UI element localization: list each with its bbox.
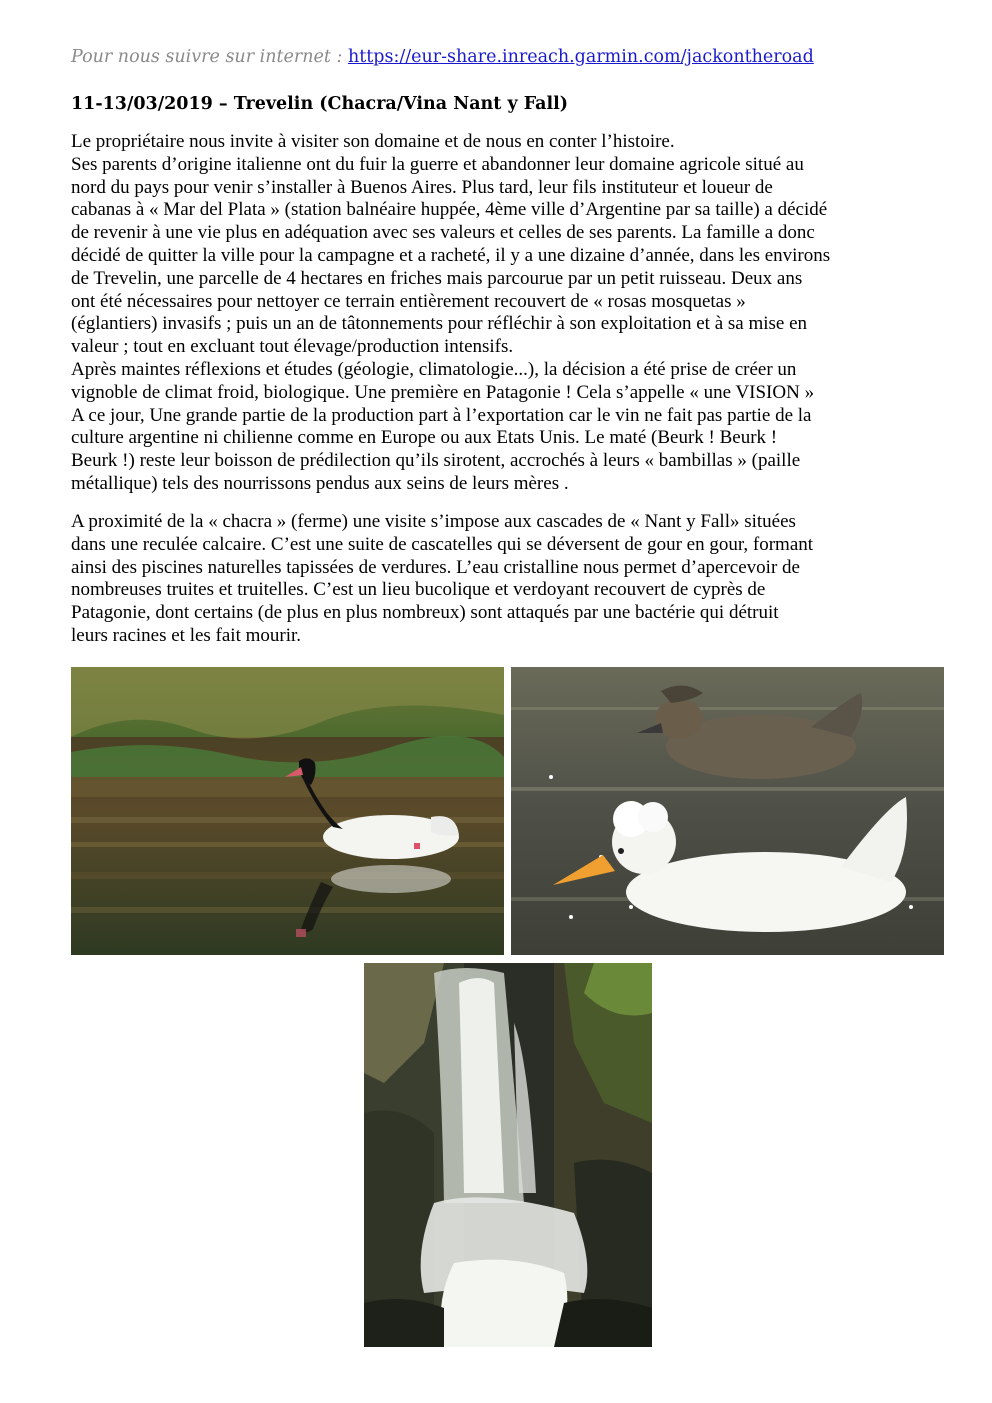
text-line: Beurk !) reste leur boisson de prédilection qu’ils sirotent, accrochés à leurs « bambillas » (paille bbox=[71, 450, 801, 472]
text-line: nombreuses truites et truitelles. C’est un lieu bucolique et verdoyant recouvert de cyprès de bbox=[71, 579, 766, 601]
text-line: Patagonie, dont certains (de plus en plus nombreux) sont attaqués par une bactérie qui détruit bbox=[71, 602, 779, 624]
text-line: leurs racines et les fait mourir. bbox=[71, 624, 302, 646]
follow-label: Pour nous suivre sur internet : bbox=[71, 47, 348, 67]
follow-line bbox=[71, 47, 814, 67]
text-line: cabanas à « Mar del Plata » (station balnéaire huppée, 4ème ville d’Argentine par sa taille) a décidé bbox=[71, 199, 828, 221]
text-line: ainsi des piscines naturelles tapissées de verdures. L’eau cristalline nous permet d’apercevoir de bbox=[71, 556, 800, 578]
text-line: Le propriétaire nous invite à visiter son domaine et de nous en conter l’histoire. bbox=[71, 131, 675, 152]
text-line: Après maintes réflexions et études (géologie, climatologie...), la décision a été prise de créer un bbox=[71, 358, 797, 380]
text-line: ont été nécessaires pour nettoyer ce terrain entièrement recouvert de « rosas mosquetas » bbox=[71, 290, 746, 312]
text-line: A proximité de la « chacra » (ferme) une visite s’impose aux cascades de « Nant y Fall» situées bbox=[71, 511, 796, 532]
text-line: métallique) tels des nourrissons pendus aux seins de leurs mères . bbox=[71, 472, 569, 494]
swan-photo bbox=[71, 667, 504, 955]
paragraph-waterfall bbox=[71, 511, 813, 648]
ducks-photo bbox=[511, 667, 944, 955]
text-line: vignoble de climat froid, biologique. Une première en Patagonie ! Cela s’appelle « une VISION » bbox=[71, 381, 815, 403]
paragraph-vineyard bbox=[71, 131, 830, 496]
page-title: 11-13/03/2019 – Trevelin (Chacra/Vina Nant y Fall) bbox=[71, 94, 569, 114]
text-line: Ses parents d’origine italienne ont du fuir la guerre et abandonner leur domaine agricole situé au bbox=[71, 153, 804, 175]
text-line: décidé de quitter la ville pour la campagne et a racheté, il y a une dizaine d’année, dans les environs bbox=[71, 244, 831, 266]
tracking-link[interactable]: https://eur-share.inreach.garmin.com/jackontheroad bbox=[347, 47, 814, 67]
text-line: de Trevelin, une parcelle de 4 hectares en friches mais parcourue par un petit ruisseau. Deux ans bbox=[71, 267, 803, 289]
text-line: valeur ; tout en excluant tout élevage/production intensifs. bbox=[71, 336, 514, 358]
text-line: culture argentine ni chilienne comme en Europe ou aux Etats Unis. Le maté (Beurk ! Beurk ! bbox=[71, 427, 778, 449]
text-line: dans une reculée calcaire. C’est une suite de cascatelles qui se déversent de gour en gour, formant bbox=[71, 533, 814, 555]
waterfall-photo bbox=[364, 963, 652, 1347]
text-line: de revenir à une vie plus en adéquation avec ses valeurs et celles de ses parents. La famille a donc bbox=[71, 222, 815, 244]
text-line: A ce jour, Une grande partie de la production part à l’exportation car le vin ne fait pas partie de la bbox=[71, 404, 812, 426]
text-line: nord du pays pour venir s’installer à Buenos Aires. Plus tard, leur fils instituteur et loueur de bbox=[71, 176, 773, 198]
text-line: (églantiers) invasifs ; puis un an de tâtonnements pour réfléchir à son exploitation et à sa mise en bbox=[71, 313, 808, 335]
